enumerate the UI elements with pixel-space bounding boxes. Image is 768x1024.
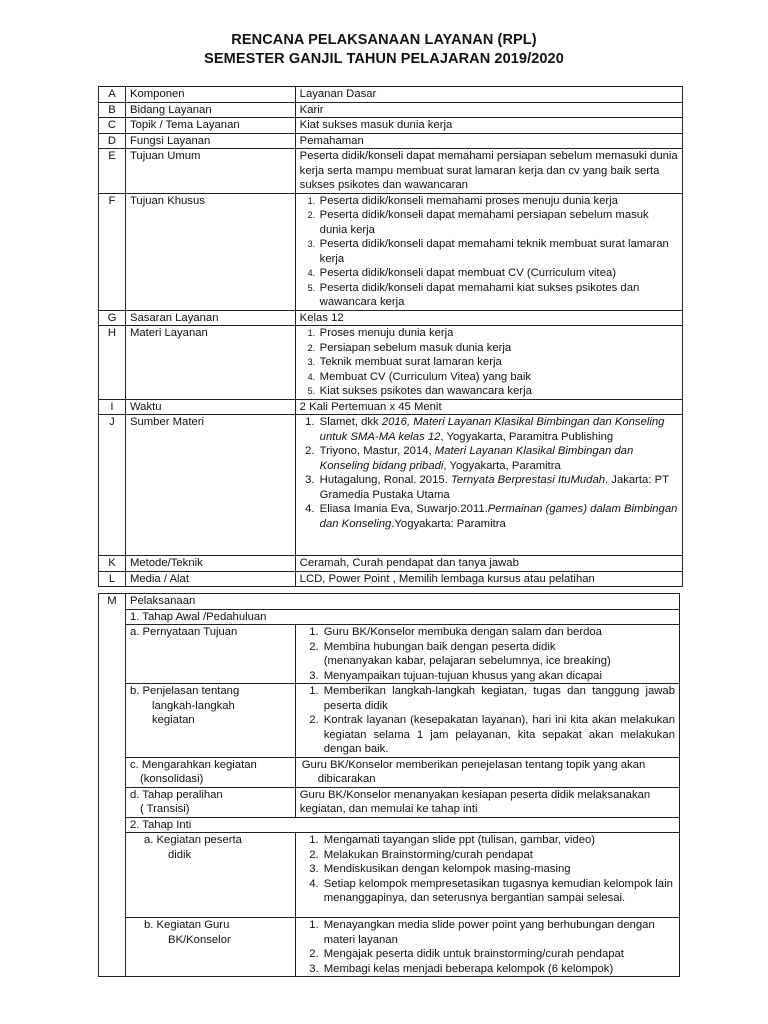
step-value: [295, 833, 679, 918]
step-label: a. Kegiatan peserta didik: [125, 833, 295, 918]
list-item: 2. Mengajak peserta didik untuk brainstorming/curah pendapat: [322, 947, 675, 962]
row-label: Tujuan Khusus: [125, 193, 295, 310]
row-value: Layanan Dasar: [295, 87, 682, 103]
list-item: 2. Kontrak layanan (kesepakatan layanan), hari ini kita akan melakukan kegiatan selama 1 jam pelayanan, kita sepakat akan melakukan dengan baik.: [322, 713, 675, 757]
row-code: D: [99, 133, 126, 149]
pelaksanaan-table: [98, 593, 680, 977]
table-row: [99, 149, 683, 194]
row-label: Sasaran Layanan: [125, 310, 295, 326]
table-row: [99, 326, 683, 400]
list-item: 1. Mengamati tayangan slide ppt (tulisan, gambar, video): [322, 833, 675, 848]
table-row: [99, 625, 680, 684]
row-label: Pelaksanaan: [125, 594, 679, 610]
row-label: Sumber Materi: [125, 415, 295, 556]
table-row: [99, 609, 680, 625]
list-item: 2. Membina hubungan baik dengan peserta didik (menanyakan kabar, pelajaran sebelumnya, ice breaking): [322, 640, 675, 669]
row-code: E: [99, 149, 126, 194]
row-code: A: [99, 87, 126, 103]
row-value: Pemahaman: [295, 133, 682, 149]
row-label: Waktu: [125, 399, 295, 415]
rpl-table: [98, 86, 683, 587]
list-item: 4. Membuat CV (Curriculum Vitea) yang baik: [318, 370, 678, 385]
table-row: [99, 594, 680, 610]
step-label: a. Pernyataan Tujuan: [125, 625, 295, 684]
table-row: [99, 415, 683, 556]
document-title-line2: SEMESTER GANJIL TAHUN PELAJARAN 2019/2020: [204, 51, 564, 67]
step-list: [300, 918, 675, 976]
step-list: [300, 625, 675, 683]
table-row: [99, 193, 683, 310]
reference-item: 2. Triyono, Mastur, 2014, Materi Layanan Klasikal Bimbingan dan Konseling bidang pribadi, Yogyakarta, Paramitra: [318, 444, 678, 473]
row-label: Materi Layanan: [125, 326, 295, 400]
step-label: c. Mengarahkan kegiatan (konsolidasi): [125, 757, 295, 787]
row-label: Media / Alat: [125, 571, 295, 587]
table-row: [99, 787, 680, 817]
row-value: Kelas 12: [295, 310, 682, 326]
document-title-line1: RENCANA PELAKSANAAN LAYANAN (RPL): [231, 32, 537, 48]
step-value: Guru BK/Konselor memberikan penejelasan tentang topik yang akan dibicarakan: [295, 757, 679, 787]
table-row: [99, 684, 680, 758]
list-item: 4. Peserta didik/konseli dapat membuat CV (Curriculum vitea): [318, 266, 678, 281]
row-value: LCD, Power Point , Memilih lembaga kursus atau pelatihan: [295, 571, 682, 587]
tujuan-khusus-list: [300, 194, 678, 310]
row-value: [295, 193, 682, 310]
step-list: [300, 684, 675, 757]
table-row: [99, 102, 683, 118]
step-label: d. Tahap peralihan ( Transisi): [125, 787, 295, 817]
table-row: [99, 118, 683, 134]
stage-heading: 2. Tahap Inti: [125, 817, 679, 833]
table-row: [99, 817, 680, 833]
list-item: 1. Peserta didik/konseli memahami proses menuju dunia kerja: [318, 194, 678, 209]
step-value: Guru BK/Konselor menanyakan kesiapan peserta didik melaksanakan kegiatan, dan memulai ke tahap inti: [295, 787, 679, 817]
list-item: 5. Kiat sukses psikotes dan wawancara kerja: [318, 384, 678, 399]
list-item: 1. Menayangkan media slide power point yang berhubungan dengan materi layanan: [322, 918, 675, 947]
list-item: 1. Guru BK/Konselor membuka dengan salam dan berdoa: [322, 625, 675, 640]
table-row: [99, 571, 683, 587]
row-label: Komponen: [125, 87, 295, 103]
list-item: 2. Peserta didik/konseli dapat memahami persiapan sebelum masuk dunia kerja: [318, 208, 678, 237]
row-code: C: [99, 118, 126, 134]
list-item: 1. Proses menuju dunia kerja: [318, 326, 678, 341]
list-item: 4. Setiap kelompok mempresetasikan tugasnya kemudian kelompok lain menanggapinya, dan seterusnya bergantian sampai selesai.: [322, 877, 675, 906]
row-code: F: [99, 193, 126, 310]
table-row: [99, 918, 680, 977]
step-value: [295, 918, 679, 977]
list-item: 3. Peserta didik/konseli dapat memahami teknik membuat surat lamaran kerja: [318, 237, 678, 266]
step-list: [300, 833, 675, 906]
table-row: [99, 757, 680, 787]
row-code: H: [99, 326, 126, 400]
reference-item: 4. Eliasa Imania Eva, Suwarjo.2011.Permainan (games) dalam Bimbingan dan Konseling.Yogyakarta: Paramitra: [318, 502, 678, 531]
step-label: b. Kegiatan Guru BK/Konselor: [125, 918, 295, 977]
list-item: 2. Persiapan sebelum masuk dunia kerja: [318, 341, 678, 356]
row-code: L: [99, 571, 126, 587]
row-label: Topik / Tema Layanan: [125, 118, 295, 134]
table-row: [99, 87, 683, 103]
list-item: 3. Menyampaikan tujuan-tujuan khusus yang akan dicapai: [322, 669, 675, 684]
row-value: [295, 415, 682, 556]
list-item: 5. Peserta didik/konseli dapat memahami kiat sukses psikotes dan wawancara kerja: [318, 281, 678, 310]
table-row: [99, 556, 683, 572]
row-label: Metode/Teknik: [125, 556, 295, 572]
table-row: [99, 833, 680, 918]
step-value: [295, 684, 679, 758]
row-code: J: [99, 415, 126, 556]
row-code: B: [99, 102, 126, 118]
step-value: [295, 625, 679, 684]
table-row: [99, 399, 683, 415]
step-label: b. Penjelasan tentang langkah-langkah kegiatan: [125, 684, 295, 758]
row-value: Karir: [295, 102, 682, 118]
table-row: [99, 133, 683, 149]
row-label: Tujuan Umum: [125, 149, 295, 194]
list-item: 3. Membagi kelas menjadi beberapa kelompok (6 kelompok): [322, 962, 675, 977]
row-code: I: [99, 399, 126, 415]
stage-heading: 1. Tahap Awal /Pedahuluan: [125, 609, 679, 625]
table-row: [99, 310, 683, 326]
sumber-materi-list: [300, 415, 678, 531]
row-code: G: [99, 310, 126, 326]
list-item: 1. Memberikan langkah-langkah kegiatan, tugas dan tanggung jawab peserta didik: [322, 684, 675, 713]
row-value: Ceramah, Curah pendapat dan tanya jawab: [295, 556, 682, 572]
row-label: Fungsi Layanan: [125, 133, 295, 149]
row-value: Peserta didik/konseli dapat memahami persiapan sebelum memasuki dunia kerja serta mampu membuat surat lamaran kerja dan cv yang baik serta sukses psikotes dan wawancaran: [295, 149, 682, 194]
row-value: 2 Kali Pertemuan x 45 Menit: [295, 399, 682, 415]
list-item: 3. Mendiskusikan dengan kelompok masing-masing: [322, 862, 675, 877]
row-value: Kiat sukses masuk dunia kerja: [295, 118, 682, 134]
row-value: [295, 326, 682, 400]
row-label: Bidang Layanan: [125, 102, 295, 118]
list-item: 2. Melakukan Brainstorming/curah pendapat: [322, 848, 675, 863]
materi-layanan-list: [300, 326, 678, 399]
reference-item: 1. Slamet, dkk 2016, Materi Layanan Klasikal Bimbingan dan Konseling untuk SMA-MA kelas 12, Yogyakarta, Paramitra Publishing: [318, 415, 678, 444]
list-item: 3. Teknik membuat surat lamaran kerja: [318, 355, 678, 370]
reference-item: 3. Hutagalung, Ronal. 2015. Ternyata Berprestasi ItuMudah. Jakarta: PT Gramedia Pustaka Utama: [318, 473, 678, 502]
row-code: M: [99, 594, 126, 977]
row-code: K: [99, 556, 126, 572]
